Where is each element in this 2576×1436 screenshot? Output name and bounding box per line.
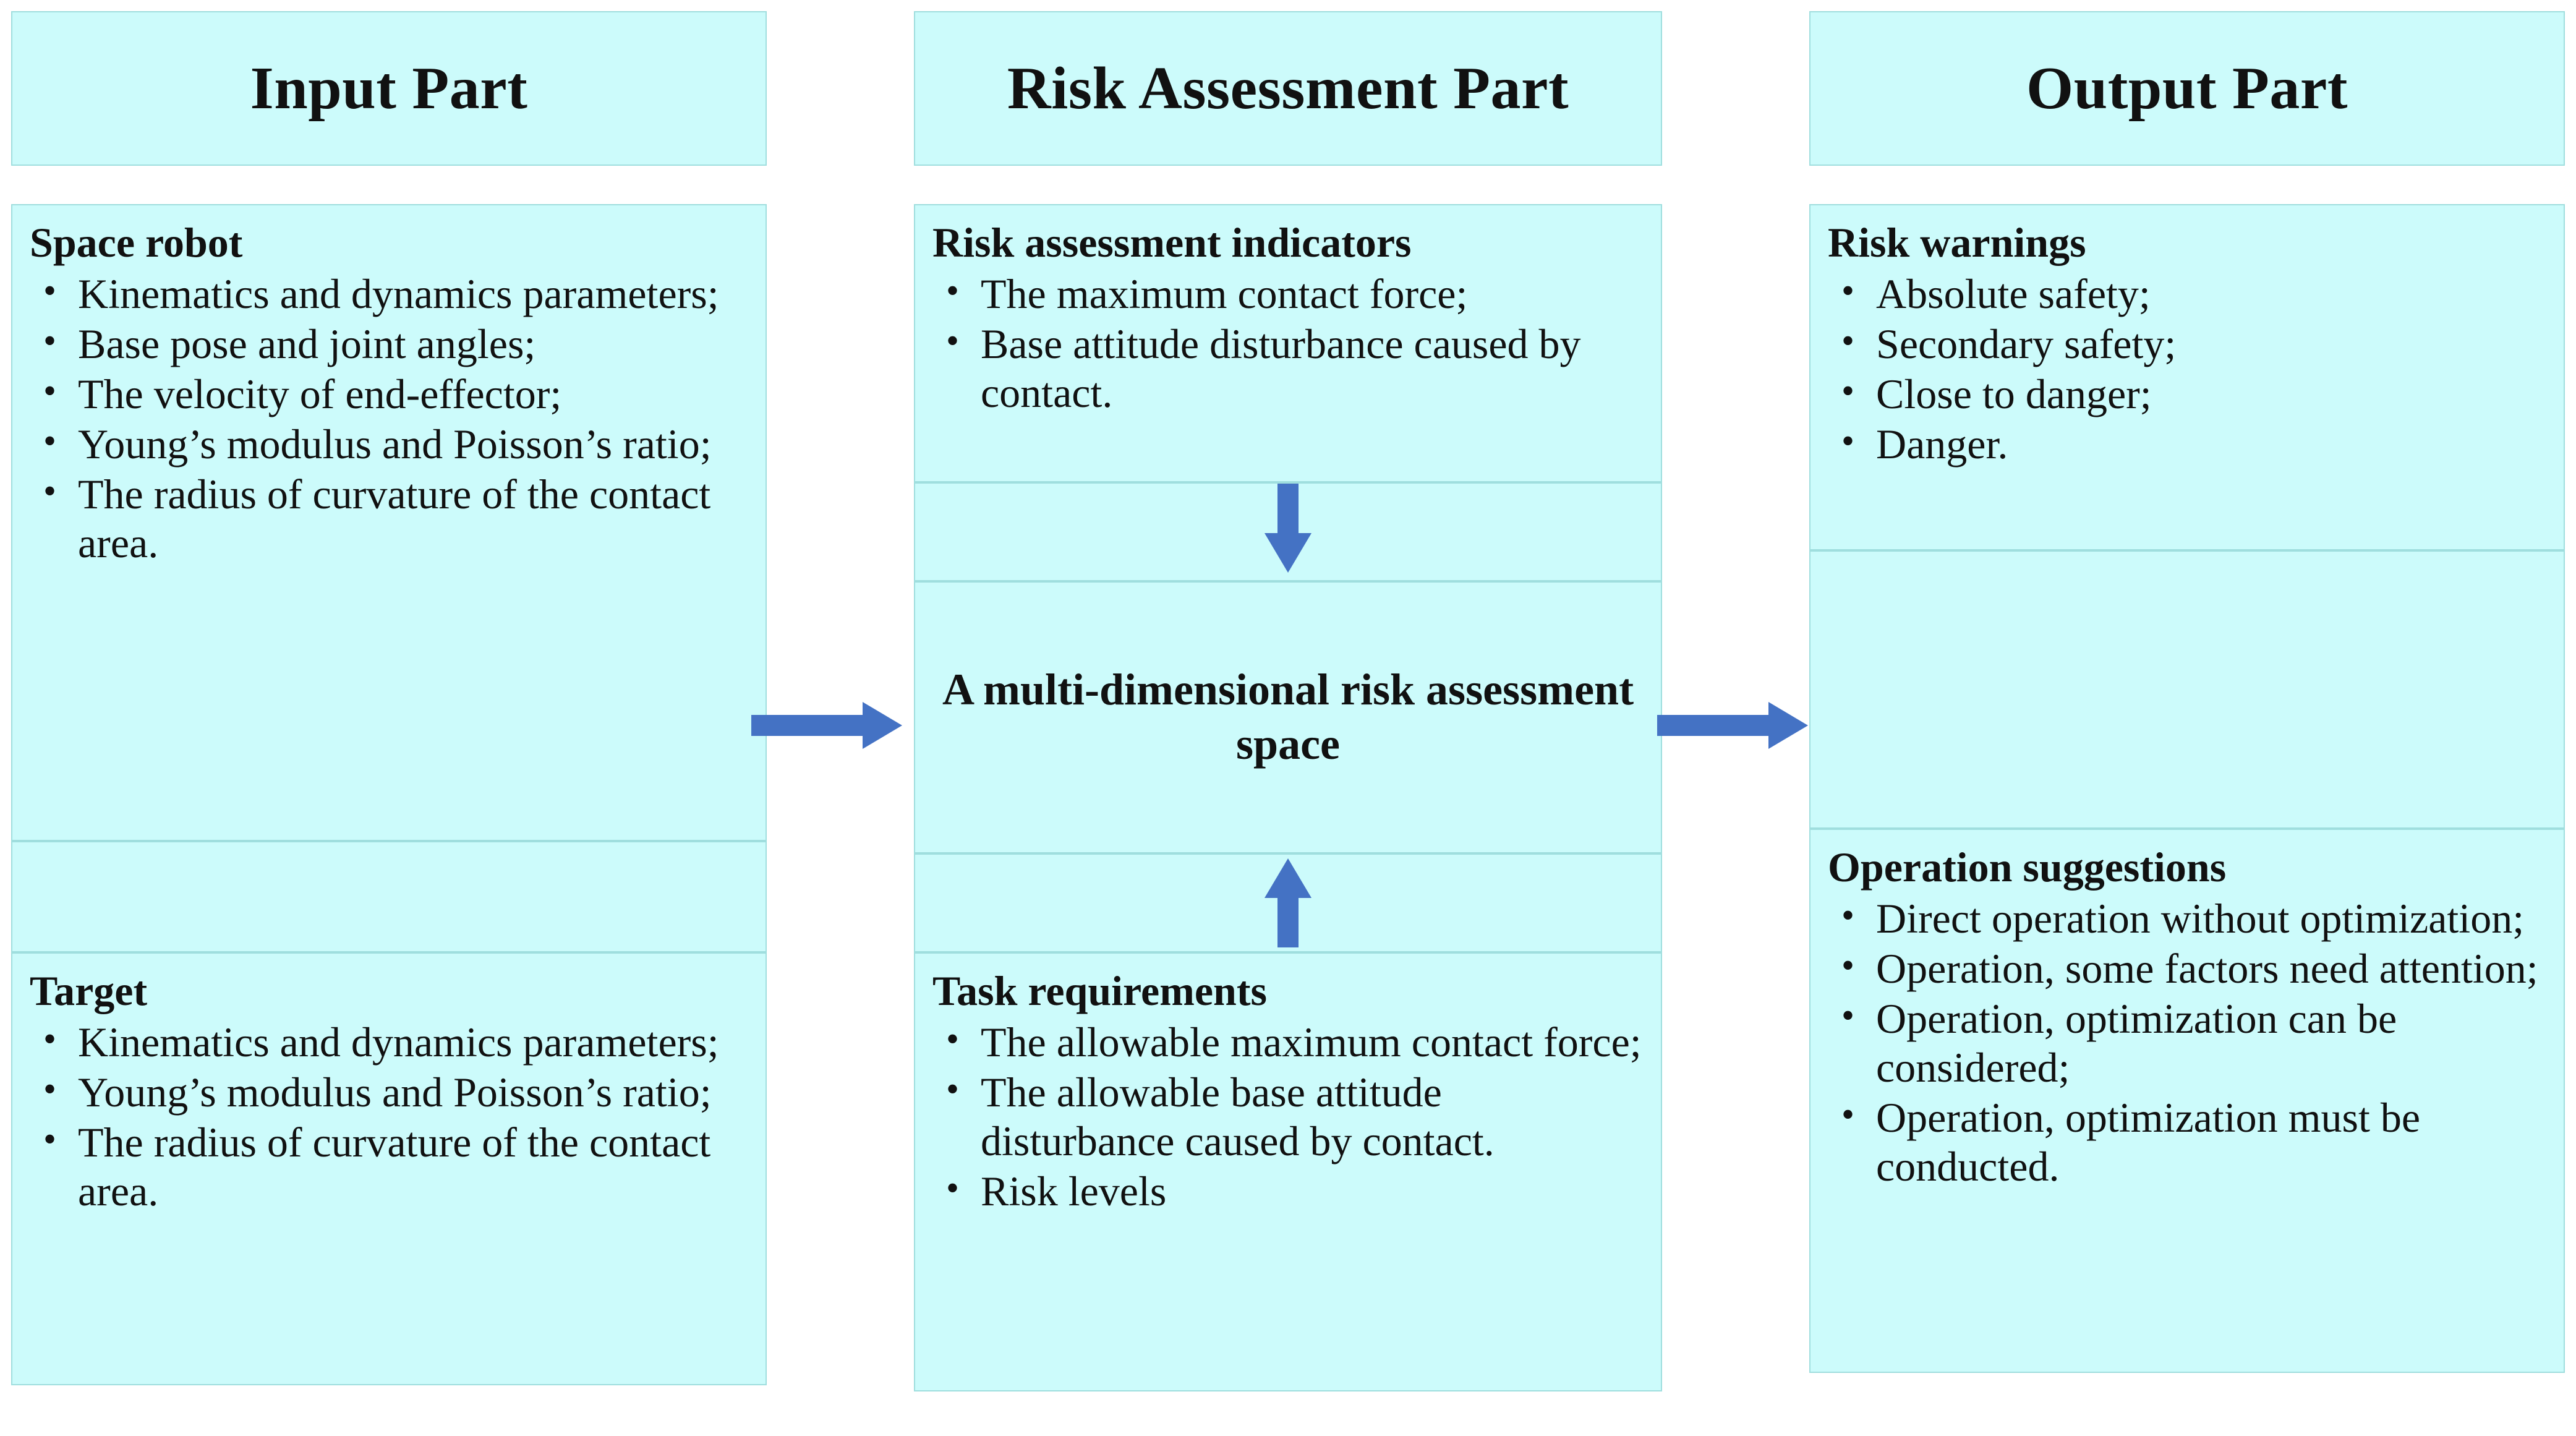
list-item: • The velocity of end-effector; bbox=[30, 370, 748, 419]
task-to-center-arrow-cell bbox=[914, 853, 1662, 952]
list-item: • Direct operation without optimization; bbox=[1828, 894, 2546, 943]
output-header-panel bbox=[1809, 11, 2565, 166]
risk-warnings-panel bbox=[1809, 204, 2565, 550]
risk-space-text: A multi-dimensional risk assessment space bbox=[942, 665, 1634, 769]
risk-indicators-title: Risk assessment indicators bbox=[932, 219, 1412, 266]
task-requirements-panel bbox=[914, 952, 1662, 1391]
list-item: • Close to danger; bbox=[1828, 370, 2546, 419]
output-spacer-panel bbox=[1809, 550, 2565, 829]
output-column bbox=[1809, 11, 2565, 1373]
list-item: • Base attitude disturbance caused by contact. bbox=[932, 320, 1644, 417]
target-panel bbox=[11, 952, 767, 1385]
operation-suggestions-panel bbox=[1809, 829, 2565, 1373]
list-item: • Young’s modulus and Poisson’s ratio; bbox=[30, 1068, 748, 1117]
output-header-title: Output Part bbox=[2026, 54, 2348, 122]
list-item: • The radius of curvature of the contact area. bbox=[30, 1118, 748, 1216]
operation-suggestions-list bbox=[1828, 894, 2546, 1190]
input-column bbox=[11, 11, 767, 1385]
list-item: • Kinematics and dynamics parameters; bbox=[30, 1018, 748, 1067]
target-list bbox=[30, 1018, 748, 1216]
risk-header-panel bbox=[914, 11, 1662, 166]
list-item: • Operation, optimization must be conducted. bbox=[1828, 1093, 2546, 1191]
risk-indicators-panel bbox=[914, 204, 1662, 482]
list-item: • Risk levels bbox=[932, 1167, 1644, 1216]
task-requirements-list bbox=[932, 1018, 1644, 1216]
list-item: • Danger. bbox=[1828, 420, 2546, 469]
list-item: • Secondary safety; bbox=[1828, 320, 2546, 369]
risk-assessment-column bbox=[914, 11, 1662, 1391]
arrow-right-icon-input-to-risk bbox=[751, 698, 924, 753]
list-item: • The allowable base attitude disturbance caused by contact. bbox=[932, 1068, 1644, 1166]
risk-space-panel bbox=[914, 581, 1662, 853]
space-robot-list bbox=[30, 270, 748, 567]
list-item: • Operation, some factors need attention; bbox=[1828, 944, 2546, 993]
operation-suggestions-title: Operation suggestions bbox=[1828, 844, 2227, 891]
list-item: • The radius of curvature of the contact area. bbox=[30, 470, 748, 568]
indicators-to-center-arrow-cell bbox=[914, 482, 1662, 581]
list-item: • Base pose and joint angles; bbox=[30, 320, 748, 369]
arrow-down-icon bbox=[1274, 484, 1302, 576]
risk-header-title: Risk Assessment Part bbox=[1007, 54, 1569, 122]
list-item: • Kinematics and dynamics parameters; bbox=[30, 270, 748, 318]
arrow-up-icon bbox=[1274, 855, 1302, 947]
list-item: • Operation, optimization can be considered; bbox=[1828, 994, 2546, 1092]
list-item: • The allowable maximum contact force; bbox=[932, 1018, 1644, 1067]
input-spacer-panel bbox=[11, 841, 767, 952]
risk-warnings-title: Risk warnings bbox=[1828, 219, 2086, 266]
risk-warnings-list bbox=[1828, 270, 2546, 469]
target-title: Target bbox=[30, 967, 148, 1014]
risk-indicators-list bbox=[932, 270, 1644, 417]
space-robot-panel bbox=[11, 204, 767, 841]
list-item: • Absolute safety; bbox=[1828, 270, 2546, 318]
list-item: • Young’s modulus and Poisson’s ratio; bbox=[30, 420, 748, 469]
space-robot-title: Space robot bbox=[30, 219, 243, 266]
list-item: • The maximum contact force; bbox=[932, 270, 1644, 318]
arrow-right-icon-risk-to-output bbox=[1657, 698, 1830, 753]
input-header-panel bbox=[11, 11, 767, 166]
task-requirements-title: Task requirements bbox=[932, 967, 1267, 1014]
input-header-title: Input Part bbox=[250, 54, 528, 122]
